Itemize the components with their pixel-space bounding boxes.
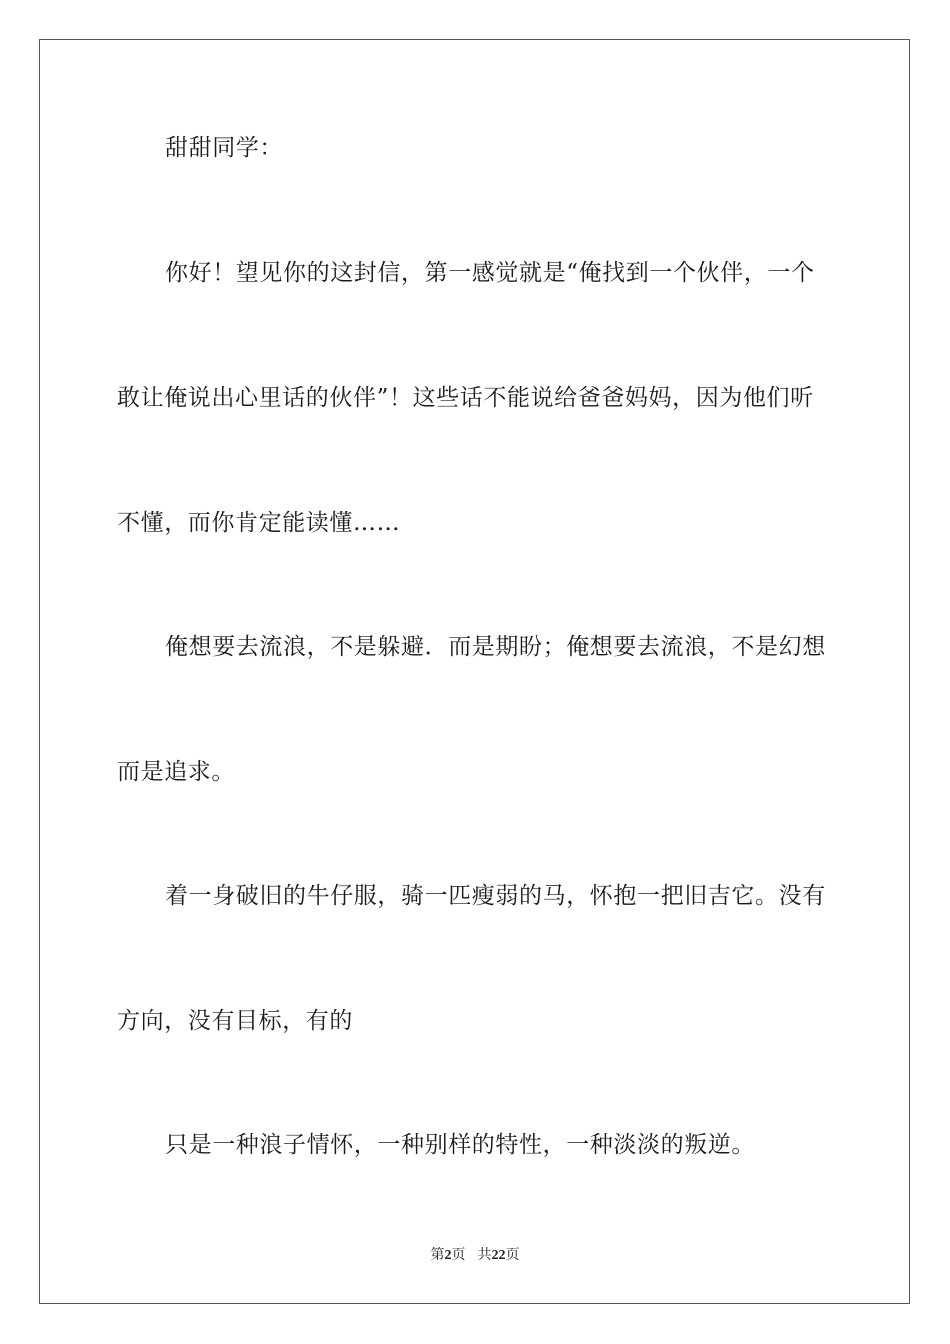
page-border [39,39,910,1304]
page-number: 2 [444,1248,452,1263]
salutation-line: 甜甜同学： [165,135,283,161]
total-label-suffix: 页 [505,1248,520,1263]
page-label-prefix: 第 [430,1248,445,1263]
paragraph-line: 不懂，而你肯定能读懂…… [117,510,401,536]
page-label-suffix: 页 [451,1248,466,1263]
paragraph-line: 俺想要去流浪，不是躲避．而是期盼；俺想要去流浪，不是幻想 [165,634,826,660]
page-footer [0,1246,950,1266]
paragraph-line: 着一身破旧的牛仔服，骑一匹瘦弱的马，怀抱一把旧吉它。没有 [165,883,826,909]
total-pages: 22 [491,1248,506,1263]
total-label-prefix: 共 [477,1248,492,1263]
paragraph-line: 只是一种浪子情怀，一种别样的特性，一种淡淡的叛逆。 [165,1132,755,1158]
paragraph-line: 你好！望见你的这封信，第一感觉就是“俺找到一个伙伴，一个 [165,260,815,286]
paragraph-line: 而是追求。 [117,759,235,785]
paragraph-line: 方向，没有目标，有的 [117,1008,353,1034]
paragraph-line: 敢让俺说出心里话的伙伴”！这些话不能说给爸爸妈妈，因为他们听 [117,385,814,411]
